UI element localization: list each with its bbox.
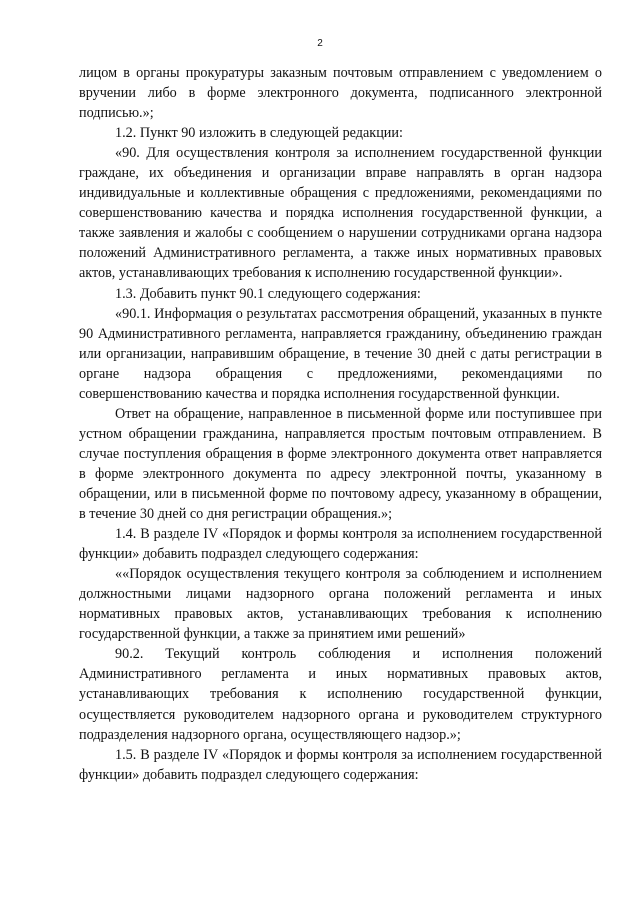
- paragraph-clause-90-1: «90.1. Информация о результатах рассмотрения обращений, указанных в пункте 90 Административного регламента, направляется гражданину, объединению граждан или организации, направившим обращение, в течение 30 дней с даты регистрации в органе надзора обращения с предложениями, рекомендациями по совершенствованию качества и порядка исполнения государственной функции.: [79, 305, 602, 402]
- paragraph-item-1-2: 1.2. Пункт 90 изложить в следующей редакции:: [115, 125, 403, 142]
- paragraph-response-delivery: Ответ на обращение, направленное в письменной форме или поступившее при устном обращении гражданина, направляется простым почтовым отправлением. В случае поступления обращения в форме электронного документа ответ направляется в форме электронного документа по адресу электронной почты, указанному в обращении, или в письменной форме по почтовому адресу, указанному в обращении, в течение 30 дней со дня регистрации обращения.»;: [79, 405, 602, 523]
- paragraph-clause-90: «90. Для осуществления контроля за исполнением государственной функции граждане, их объединения и организации вправе направлять в орган надзора индивидуальные и коллективные обращения с предложениями, рекомендациями по совершенствованию качества и порядка исполнения государственной функции, а также заявления и жалобы с сообщением о нарушении сотрудниками органа надзора положений Административного регламента, а также иных нормативных правовых актов, устанавливающих требования к исполнению государственной функции».: [79, 145, 602, 282]
- paragraph-continuation: лицом в органы прокуратуры заказным почтовым отправлением с уведомлением о вручении либо в форме электронного документа, подписанного электронной подписью.»;: [79, 65, 602, 122]
- paragraph-clause-90-2: 90.2. Текущий контроль соблюдения и исполнения положений Административного регламента и иных нормативных правовых актов, устанавливающих требования к исполнению государственной функции, осуществляется руководителем надзорного органа и руководителем структурного подразделения надзорного органа, осуществляющего надзор.»;: [79, 646, 602, 743]
- paragraph-item-1-3: 1.3. Добавить пункт 90.1 следующего содержания:: [115, 285, 421, 302]
- paragraph-item-1-5: 1.5. В разделе IV «Порядок и формы контроля за исполнением государственной функции» добавить подраздел следующего содержания:: [79, 746, 602, 783]
- paragraph-item-1-4: 1.4. В разделе IV «Порядок и формы контроля за исполнением государственной функции» добавить подраздел следующего содержания:: [79, 526, 602, 563]
- page-number: 2: [317, 38, 323, 49]
- document-body: [79, 63, 602, 785]
- paragraph-subsection-title: ««Порядок осуществления текущего контроля за соблюдением и исполнением должностными лицами надзорного органа положений регламента и иных нормативных правовых актов, устанавливающих требования к исполнению государственной функции, а также за принятием ими решений»: [79, 566, 602, 643]
